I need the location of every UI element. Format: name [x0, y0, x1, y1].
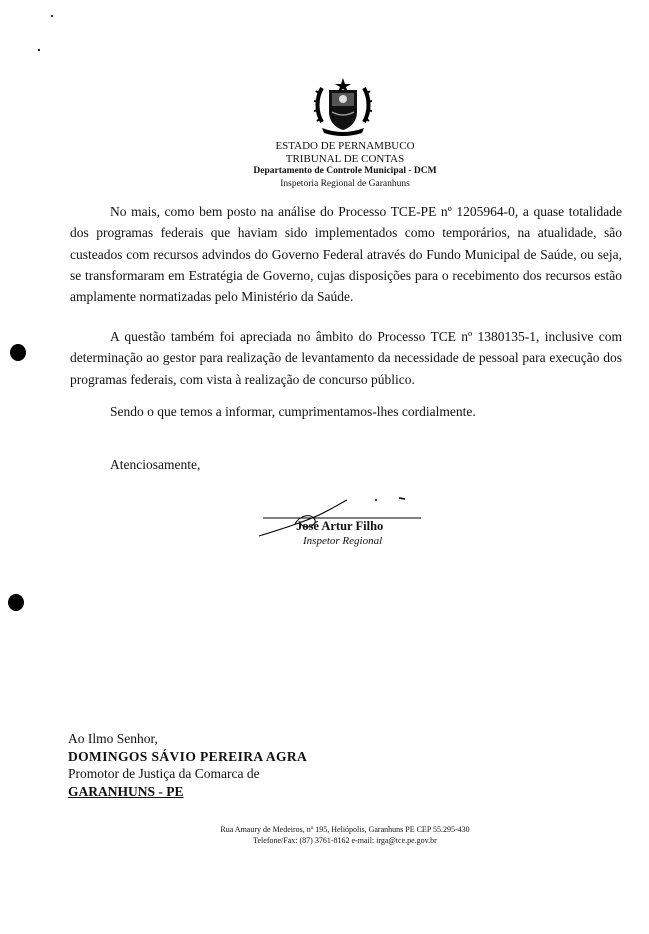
letterhead — [180, 140, 510, 190]
footer — [150, 824, 540, 846]
closing: Atenciosamente, — [110, 457, 201, 472]
header-state: ESTADO DE PERNAMBUCO — [275, 140, 415, 152]
addressee-city: GARANHUNS - PE — [68, 783, 184, 799]
addressee-title: Promotor de Justiça da Comarca de — [68, 766, 260, 781]
addressee-salutation: Ao Ilmo Senhor, — [68, 731, 158, 746]
coat-of-arms-icon — [314, 76, 372, 138]
paragraph-3: Sendo o que temos a informar, cumprimentamos-lhes cordialmente. — [110, 404, 476, 419]
addressee-name: DOMINGOS SÁVIO PEREIRA AGRA — [68, 748, 308, 764]
paragraph-2: A questão também foi apreciada no âmbito do Processo TCE nº 1380135-1, inclusive com determinação ao gestor para realização de levantamento da necessidade de pessoal para execução dos programas federais, com vista à realização de concurso público. — [70, 329, 622, 387]
punch-hole-mark — [8, 594, 24, 611]
punch-hole-mark — [10, 344, 26, 361]
header-tribunal: TRIBUNAL DE CONTAS — [285, 152, 405, 165]
scan-speck — [51, 15, 53, 17]
signatory-role: Inspetor Regional — [303, 535, 383, 547]
header-inspectorate: Inspetoria Regional de Garanhuns — [280, 178, 410, 189]
footer-address: Rua Amaury de Medeiros, nº 195, Heliópolis, Garanhuns PE CEP 55.295-430 — [220, 825, 470, 834]
signatory-name: José Artur Filho — [296, 519, 384, 533]
paragraph-1: No mais, como bem posto na análise do Processo TCE-PE nº 1205964-0, a quase totalidade dos programas federais que haviam sido implementados como temporários, na atualidade, são custeados com recursos advindos do Governo Federal através do Fundo Municipal de Saúde, ou seja, se transformaram em Estratégia de Governo, cujas disposições para o recebimento dos recursos estão amplamente normatizadas pelo Ministério da Saúde. — [70, 204, 622, 305]
footer-contact: Telefone/Fax: (87) 3761-8162 e-mail: irga@tce.pe.gov.br — [253, 836, 437, 845]
addressee-block — [68, 730, 307, 800]
header-department: Departamento de Controle Municipal - DCM — [253, 166, 437, 177]
scan-speck — [38, 49, 40, 51]
